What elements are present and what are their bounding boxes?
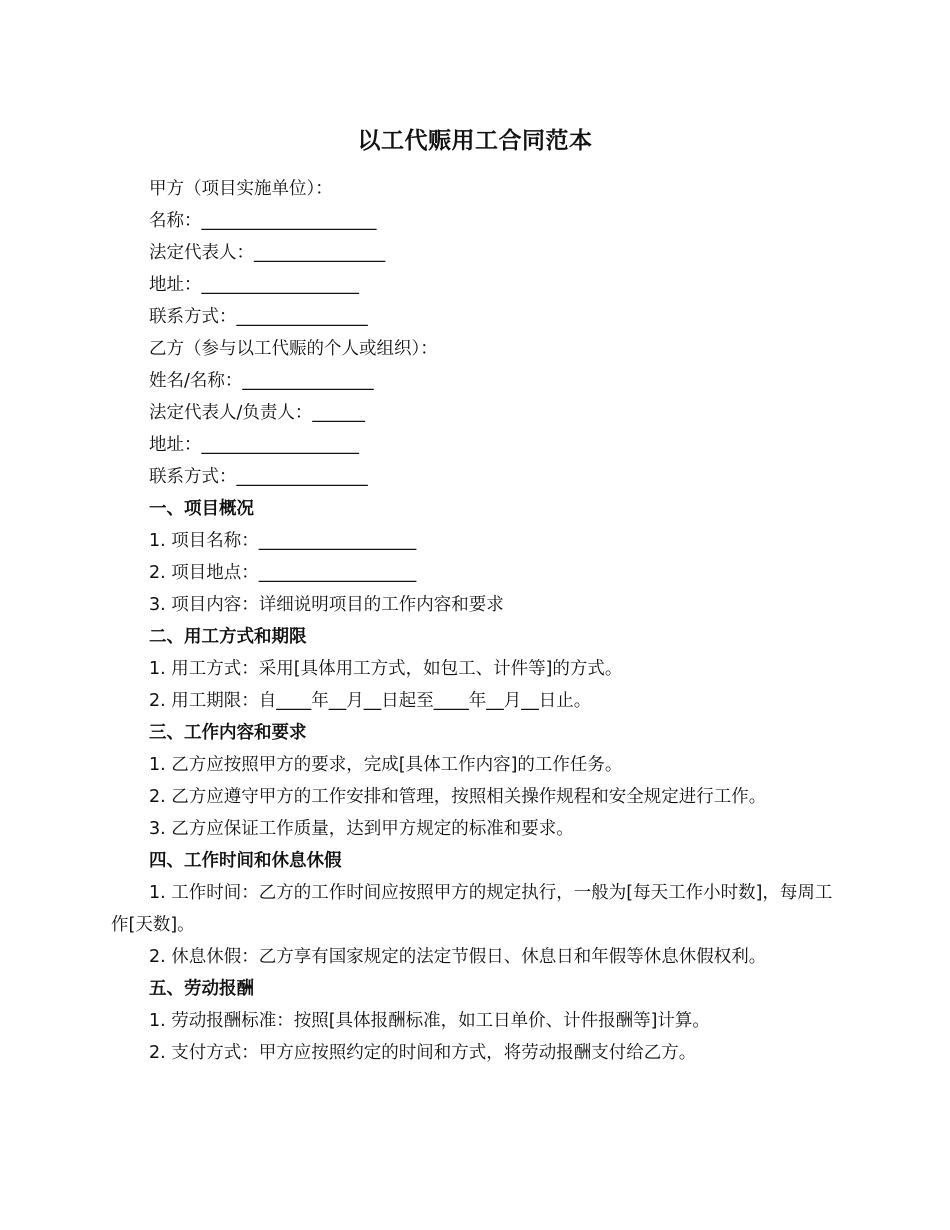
party-a-contact-field: 联系方式：_______________ <box>149 307 368 327</box>
party-b-contact-field: 联系方式：_______________ <box>149 467 368 487</box>
section-1-item-1: 1. 项目名称：__________________ <box>149 531 417 551</box>
party-b-name-field: 姓名/名称：_______________ <box>149 371 374 391</box>
party-b-heading: 乙方（参与以工代赈的个人或组织）： <box>149 339 438 359</box>
party-a-name-field: 名称：____________________ <box>149 211 377 231</box>
document-body <box>111 173 841 1069</box>
section-3-item-3: 3. 乙方应保证工作质量，达到甲方规定的标准和要求。 <box>149 819 574 839</box>
section-4-item-2: 2. 休息休假：乙方享有国家规定的法定节假日、休息日和年假等休息休假权利。 <box>149 947 767 967</box>
party-b-address-field: 地址：__________________ <box>149 435 359 455</box>
party-a-address-field: 地址：__________________ <box>149 275 359 295</box>
section-2-item-2: 2. 用工期限：自____年__月__日起至____年__月__日止。 <box>149 691 592 711</box>
section-4-item-1: 1. 工作时间：乙方的工作时间应按照甲方的规定执行，一般为[每天工作小时数]，每周工作[天数]。 <box>111 883 833 935</box>
section-1-item-2: 2. 项目地点：__________________ <box>149 563 417 583</box>
section-1-heading: 一、项目概况 <box>149 499 254 519</box>
party-a-representative-field: 法定代表人：_______________ <box>149 243 386 263</box>
section-3-item-2: 2. 乙方应遵守甲方的工作安排和管理，按照相关操作规程和安全规定进行工作。 <box>149 787 767 807</box>
document-title: 以工代赈用工合同范本 <box>357 128 593 154</box>
section-3-item-1: 1. 乙方应按照甲方的要求，完成[具体工作内容]的工作任务。 <box>149 755 623 775</box>
section-4-heading: 四、工作时间和休息休假 <box>149 851 342 871</box>
section-3-heading: 三、工作内容和要求 <box>149 723 307 743</box>
section-2-item-1: 1. 用工方式：采用[具体用工方式，如包工、计件等]的方式。 <box>149 659 623 679</box>
section-5-item-2: 2. 支付方式：甲方应按照约定的时间和方式，将劳动报酬支付给乙方。 <box>149 1043 697 1063</box>
party-b-representative-field: 法定代表人/负责人：______ <box>149 403 365 423</box>
party-a-heading: 甲方（项目实施单位）： <box>149 179 333 199</box>
section-1-item-3: 3. 项目内容：详细说明项目的工作内容和要求 <box>149 595 504 615</box>
section-5-heading: 五、劳动报酬 <box>149 979 254 999</box>
section-2-heading: 二、用工方式和期限 <box>149 627 307 647</box>
section-5-item-1: 1. 劳动报酬标准：按照[具体报酬标准，如工日单价、计件报酬等]计算。 <box>149 1011 710 1031</box>
